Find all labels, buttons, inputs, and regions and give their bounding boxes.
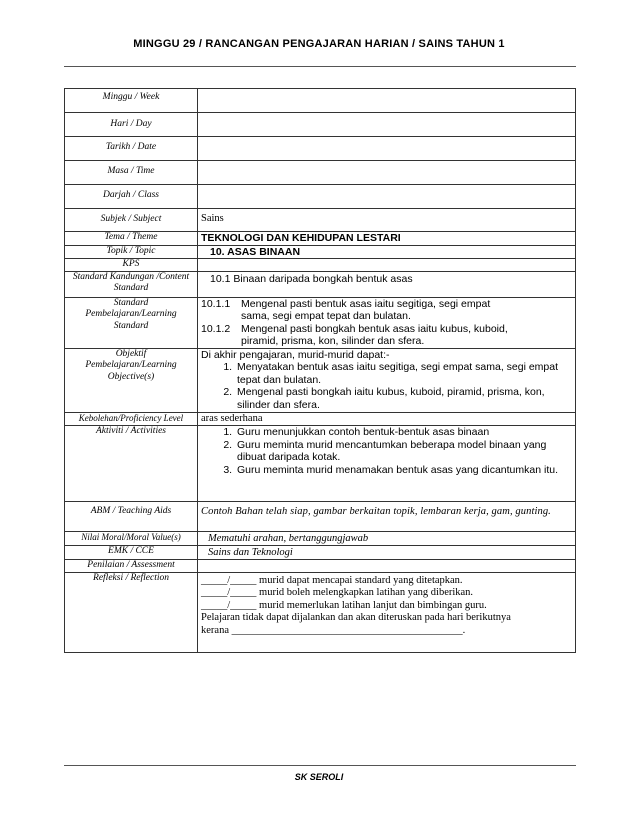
label-subjek: Subjek / Subject [65, 209, 198, 232]
value-tema: TEKNOLOGI DAN KEHIDUPAN LESTARI [198, 232, 576, 246]
lesson-plan-table [64, 88, 576, 653]
list-item: 1. Menyatakan bentuk asas iaitu segitiga, segi empat sama, segi empat tepat dan bulatan. [235, 361, 572, 386]
value-tarikh[interactable] [198, 137, 576, 161]
sp-text: Mengenal pasti bongkah bentuk asas iaitu kubus, kuboid, [241, 322, 508, 335]
value-masa[interactable] [198, 161, 576, 185]
sp-code: 10.1.2 [201, 322, 231, 335]
row-tarikh [65, 137, 576, 161]
objektif-list [201, 361, 572, 411]
header-divider [64, 66, 576, 67]
value-penilaian[interactable] [198, 560, 576, 573]
value-hari[interactable] [198, 113, 576, 137]
aktiviti-list [201, 426, 572, 476]
value-aktiviti [198, 426, 576, 502]
value-emk: Sains dan Teknologi [198, 546, 576, 560]
refleksi-line: _____/_____ murid memerlukan latihan lanjut dan bimbingan guru. [201, 599, 487, 611]
sp-text: sama, segi empat tepat dan bulatan. [241, 310, 411, 322]
value-topik: 10. ASAS BINAAN [198, 245, 576, 259]
page-header: MINGGU 29 / RANCANGAN PENGAJARAN HARIAN / SAINS TAHUN 1 [133, 38, 505, 50]
row-hari [65, 113, 576, 137]
row-nilai [65, 532, 576, 546]
refleksi-line: Pelajaran tidak dapat dijalankan dan akan diteruskan pada hari berikutnya [201, 612, 511, 623]
page-footer: SK SEROLI [294, 772, 344, 782]
sp-item-2 [201, 323, 572, 336]
row-abm [65, 502, 576, 532]
footer-divider [64, 765, 576, 766]
sp-item-1-cont [201, 310, 572, 323]
value-darjah[interactable] [198, 185, 576, 209]
value-kebolehan: aras sederhana [198, 412, 576, 426]
row-aktiviti [65, 426, 576, 502]
label-aktiviti: Aktiviti / Activities [65, 426, 198, 502]
value-objektif [198, 348, 576, 412]
label-abm: ABM / Teaching Aids [65, 502, 198, 532]
label-emk: EMK / CCE [65, 546, 198, 560]
list-item: 2. Guru meminta murid mencantumkan beberapa model binaan yang dibuat daripada kotak. [235, 439, 572, 464]
value-refleksi [198, 572, 576, 652]
label-nilai: Nilai Moral/Moral Value(s) [65, 532, 198, 546]
row-masa [65, 161, 576, 185]
row-refleksi [65, 572, 576, 652]
row-topik [65, 245, 576, 259]
value-sp [198, 297, 576, 348]
value-kps[interactable] [198, 259, 576, 272]
label-sp: Standard Pembelajaran/Learning Standard [65, 297, 198, 348]
row-objektif [65, 348, 576, 412]
row-kebolehan [65, 412, 576, 426]
sp-code: 10.1.1 [201, 297, 231, 310]
label-topik: Topik / Topic [65, 245, 198, 259]
row-minggu [65, 89, 576, 113]
row-darjah [65, 185, 576, 209]
label-masa: Masa / Time [65, 161, 198, 185]
label-hari: Hari / Day [65, 113, 198, 137]
value-abm: Contoh Bahan telah siap, gambar berkaitan topik, lembaran kerja, gam, gunting. [198, 502, 576, 532]
list-item: 1. Guru menunjukkan contoh bentuk-bentuk asas binaan [235, 426, 572, 439]
row-kps [65, 259, 576, 272]
refleksi-line: _____/_____ murid boleh melengkapkan latihan yang diberikan. [201, 587, 474, 598]
label-darjah: Darjah / Class [65, 185, 198, 209]
value-subjek: Sains [198, 209, 576, 232]
value-nilai: Mematuhi arahan, bertanggungjawab [198, 532, 576, 546]
refleksi-line: _____/_____ murid dapat mencapai standard yang ditetapkan. [201, 574, 463, 586]
label-kps: KPS [65, 259, 198, 272]
label-penilaian: Penilaian / Assessment [65, 560, 198, 573]
label-tema: Tema / Theme [65, 232, 198, 246]
row-tema [65, 232, 576, 246]
row-sk [65, 271, 576, 297]
value-minggu[interactable] [198, 89, 576, 113]
label-objektif: Objektif Pembelajaran/Learning Objective(s) [65, 348, 198, 412]
list-item: 3. Guru meminta murid menamakan bentuk asas yang dicantumkan itu. [235, 464, 572, 477]
sp-item-2-cont [201, 335, 572, 348]
label-refleksi: Refleksi / Reflection [65, 572, 198, 652]
row-penilaian [65, 560, 576, 573]
row-emk [65, 546, 576, 560]
row-sp [65, 297, 576, 348]
list-item: 2. Mengenal pasti bongkah iaitu kubus, kuboid, piramid, prisma, kon, silinder dan sfera. [235, 386, 572, 411]
sp-text: piramid, prisma, kon, silinder dan sfera. [241, 335, 425, 347]
row-subjek [65, 209, 576, 232]
objektif-intro: Di akhir pengajaran, murid-murid dapat:- [201, 348, 390, 361]
sp-text: Mengenal pasti bentuk asas iaitu segitiga, segi empat [241, 297, 491, 310]
value-sk: 10.1 Binaan daripada bongkah bentuk asas [198, 271, 576, 297]
label-tarikh: Tarikh / Date [65, 137, 198, 161]
label-minggu: Minggu / Week [65, 89, 198, 113]
label-sk: Standard Kandungan /Content Standard [65, 271, 198, 297]
refleksi-line: kerana ____________________________________________. [201, 624, 466, 636]
sp-item-1 [201, 298, 572, 311]
label-kebolehan: Kebolehan/Proficiency Level [65, 412, 198, 426]
